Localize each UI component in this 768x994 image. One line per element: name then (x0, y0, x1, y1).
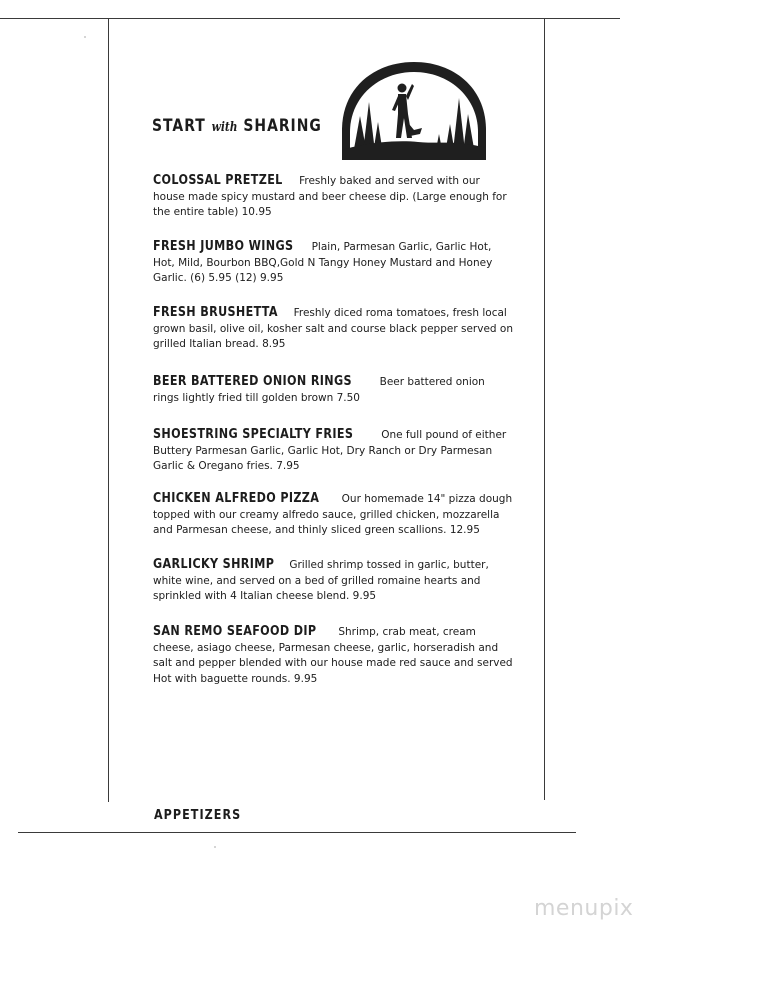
item-name: GARLICKY SHRIMP (153, 557, 275, 572)
bottom-rule (18, 832, 576, 833)
item-name: BEER BATTERED ONION RINGS (153, 374, 352, 389)
menu-item-colossal-pretzel (153, 173, 513, 221)
item-description: Shrimp, crab meat, cream cheese, asiago cheese, Parmesan cheese, garlic, horseradish and salt and pepper blended with our house made red sauce and served Hot with baguette rounds. 9.95 (153, 626, 513, 685)
item-description: Grilled shrimp tossed in garlic, butter, white wine, and served on a bed of grilled romaine hearts and sprinkled with 4 Italian cheese blend. 9.95 (153, 559, 489, 602)
item-description: Freshly baked and served with our house made spicy mustard and beer cheese dip. (Large enough for the entire table) 10.95 (153, 175, 507, 218)
menu-item-garlicky-shrimp (153, 557, 513, 605)
item-description: Our homemade 14" pizza dough topped with our creamy alfredo sauce, grilled chicken, mozzarella and Parmesan cheese, and thinly sliced green scallions. 12.95 (153, 493, 513, 536)
item-name: FRESH BRUSHETTA (153, 305, 278, 320)
top-rule (0, 18, 620, 19)
title-with: with (211, 120, 238, 135)
menu-item-shoestring-specialty-fries (153, 427, 513, 475)
item-name: SAN REMO SEAFOOD DIP (153, 624, 317, 639)
page-title (152, 116, 322, 136)
menu-item-chicken-alfredo-pizza (153, 491, 513, 539)
menu-item-fresh-jumbo-wings (153, 239, 513, 287)
left-rule (108, 18, 109, 802)
menu-item-fresh-brushetta (153, 305, 513, 353)
item-description: Beer battered onion rings lightly fried till golden brown 7.50 (153, 376, 485, 404)
item-name: COLOSSAL PRETZEL (153, 173, 283, 188)
item-name: SHOESTRING SPECIALTY FRIES (153, 427, 354, 442)
item-name: FRESH JUMBO WINGS (153, 239, 294, 254)
item-description: Freshly diced roma tomatoes, fresh local grown basil, olive oil, kosher salt and course black pepper served on grilled Italian bread. 8.95 (153, 307, 513, 350)
scan-speck (84, 36, 86, 38)
title-end: SHARING (243, 116, 322, 136)
scan-speck (214, 846, 216, 848)
watermark-text: menupix (534, 896, 634, 921)
right-rule (544, 18, 545, 800)
menu-item-beer-battered-onion-rings (153, 374, 513, 406)
item-name: CHICKEN ALFREDO PIZZA (153, 491, 320, 506)
item-description: One full pound of either Buttery Parmesan Garlic, Garlic Hot, Dry Ranch or Dry Parmesan Garlic & Oregano fries. 7.95 (153, 429, 507, 472)
item-description: Plain, Parmesan Garlic, Garlic Hot, Hot, Mild, Bourbon BBQ,Gold N Tangy Honey Mustard and Honey Garlic. (6) 5.95 (12) 9.95 (153, 241, 493, 284)
title-start: START (152, 116, 206, 136)
menu-item-san-remo-seafood-dip (153, 624, 513, 687)
section-label-appetizers: APPETIZERS (154, 808, 242, 823)
hiker-mountain-logo-icon (338, 58, 490, 162)
